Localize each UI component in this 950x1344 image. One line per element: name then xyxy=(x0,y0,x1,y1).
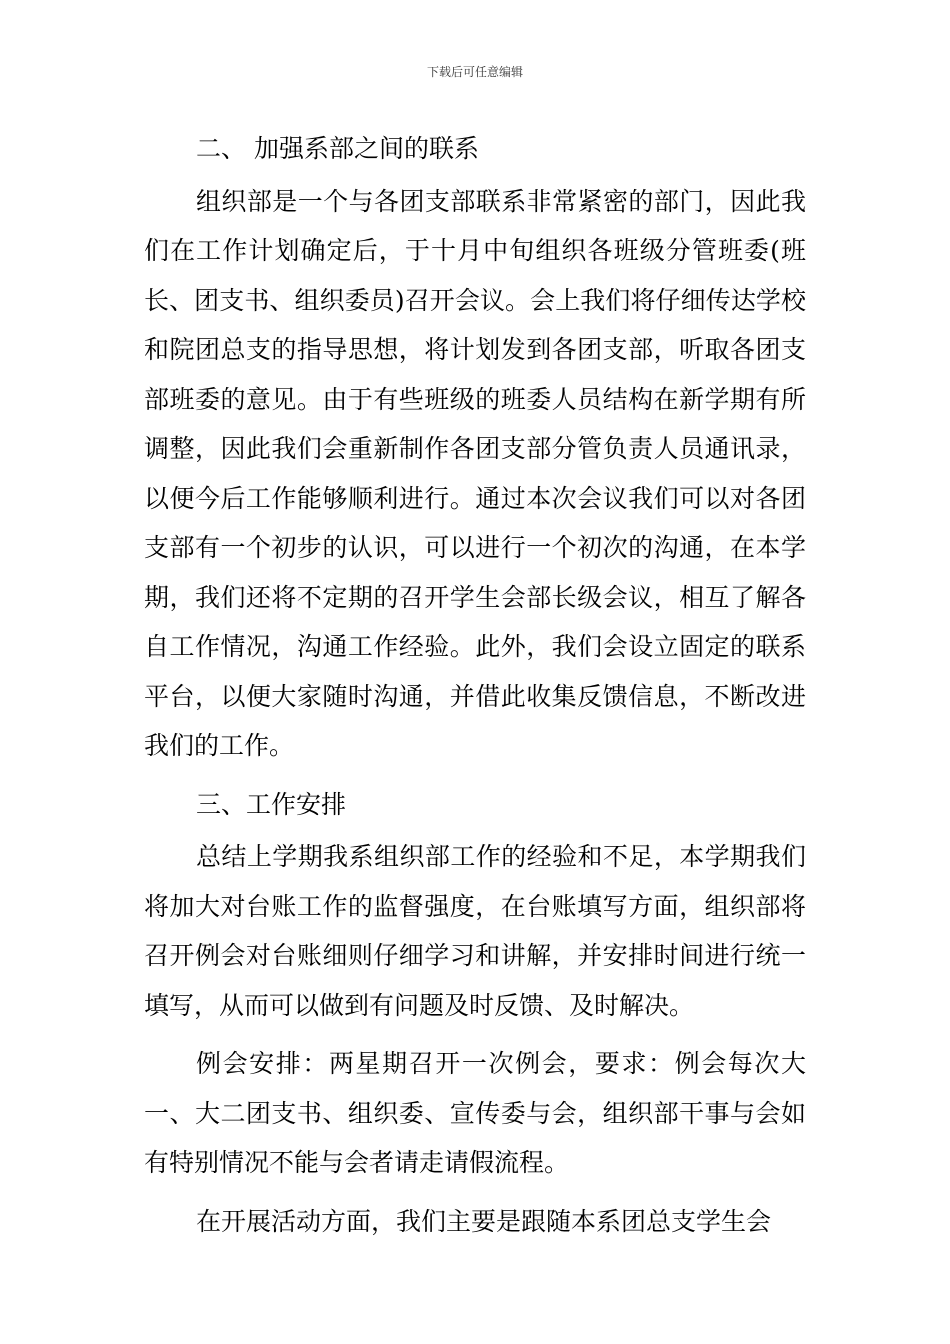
document-body xyxy=(144,124,806,1255)
paragraph-work-summary: 总结上学期我系组织部工作的经验和不足，本学期我们将加大对台账工作的监督强度，在台账填写方面，组织部将召开例会对台账细则仔细学习和讲解，并安排时间进行统一填写，从而可以做到有问题及时反馈、及时解决。 xyxy=(144,842,806,1020)
paragraph-activities: 在开展活动方面，我们主要是跟随本系团总支学生会 xyxy=(196,1206,772,1236)
page-header: 下载后可任意编辑 xyxy=(426,65,523,79)
section-heading-2: 二、 加强系部之间的联系 xyxy=(196,134,479,163)
paragraph-meeting-arrangement: 例会安排：两星期召开一次例会，要求：例会每次大一、大二团支书、组织委、宣传委与会，组织部干事与会如有特别情况不能与会者请走请假流程。 xyxy=(144,1049,806,1177)
paragraph-contact: 组织部是一个与各团支部联系非常紧密的部门，因此我们在工作计划确定后，于十月中旬组织各班级分管班委(班长、团支书、组织委员)召开会议。会上我们将仔细传达学校和院团总支的指导思想，将计划发到各团支部，听取各团支部班委的意见。由于有些班级的班委人员结构在新学期有所调整，因此我们会重新制作各团支部分管负责人员通讯录，以便今后工作能够顺利进行。通过本次会议我们可以对各团支部有一个初步的认识，可以进行一个初次的沟通，在本学期，我们还将不定期的召开学生会部长级会议，相互了解各自工作情况，沟通工作经验。此外，我们会设立固定的联系平台，以便大家随时沟通，并借此收集反馈信息，不断改进我们的工作。 xyxy=(144,186,806,760)
section-heading-3: 三、工作安排 xyxy=(196,789,347,819)
